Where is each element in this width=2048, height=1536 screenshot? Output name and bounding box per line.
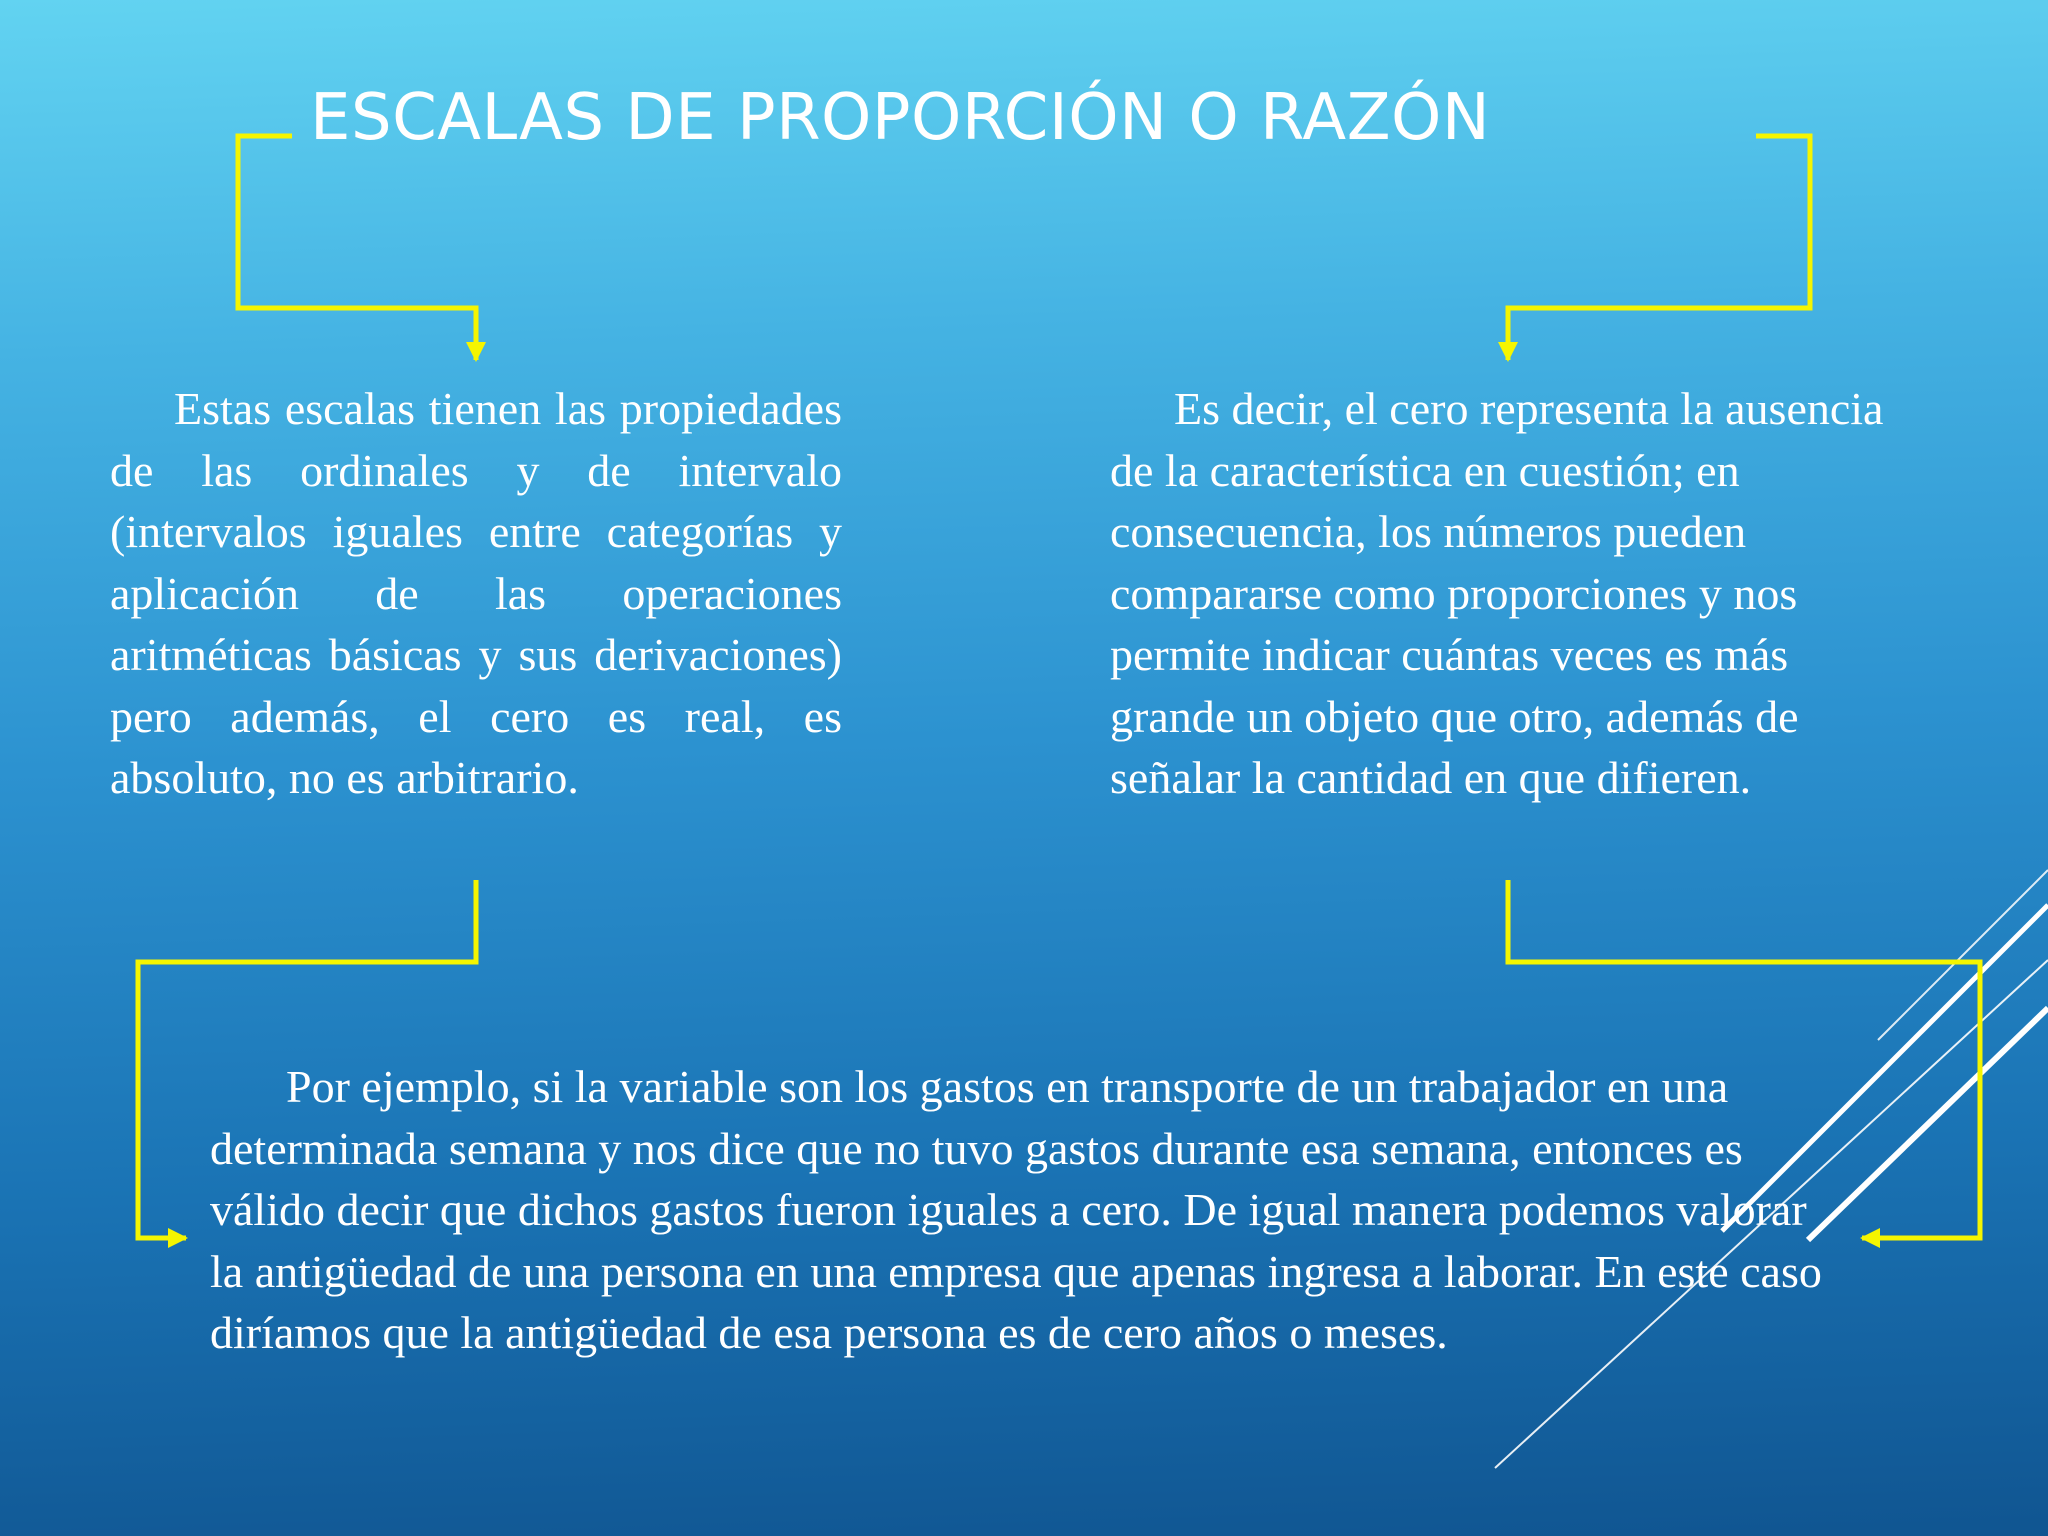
connector-arrow-title-to-right <box>1508 136 1810 360</box>
paragraph-right: Es decir, el cero representa la ausencia de la característica en cuestión; en consecuencia, los números pueden compararse como proporciones y nos permite indicar cuántas veces es más grande un objeto que otro, además de señalar la cantidad en que difieren. <box>1110 383 1884 803</box>
paragraph-left: Estas escalas tienen las propiedades de las ordinales y de intervalo (intervalos iguales entre categorías y aplicación de las operaciones aritméticas básicas y sus derivaciones) pero además, el cero es real, es absoluto, no es arbitrario. <box>110 383 842 803</box>
slide-title: ESCALAS DE PROPORCIÓN O RAZÓN <box>310 81 1491 155</box>
paragraph-bottom: Por ejemplo, si la variable son los gastos en transporte de un trabajador en una determinada semana y nos dice que no tuvo gastos durante esa semana, entonces es válido decir que dichos gastos fueron iguales a cero. De igual manera podemos valorar la antigüedad de una persona en una empresa que apenas ingresa a laborar. En este caso diríamos que la antigüedad de esa persona es de cero años o meses. <box>210 1061 1822 1358</box>
connector-arrow-title-to-left <box>238 136 476 360</box>
